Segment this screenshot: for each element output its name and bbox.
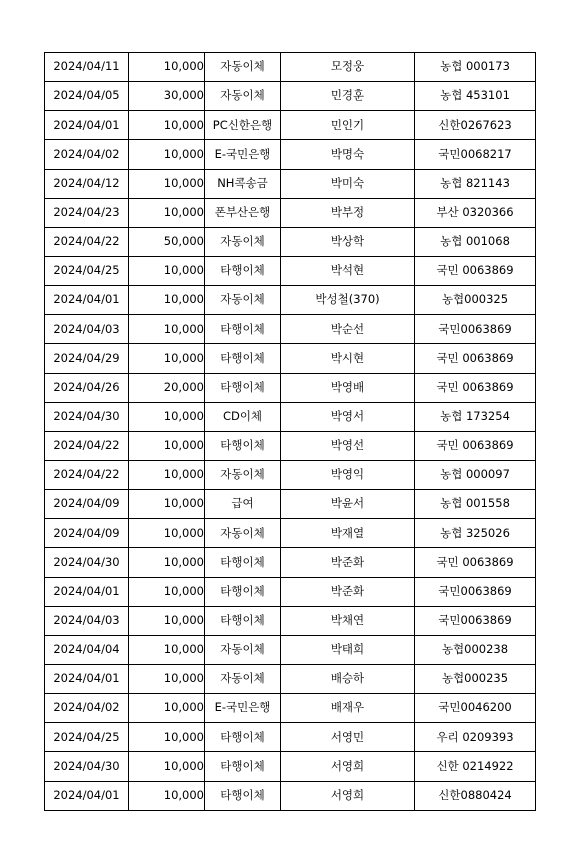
amount-cell: 50,000 — [129, 227, 205, 256]
transfer-method-cell: 자동이체 — [205, 635, 281, 664]
table-row — [45, 227, 536, 256]
table-row — [45, 82, 536, 111]
bank-account-cell: 국민0063869 — [415, 315, 536, 344]
table-row — [45, 664, 536, 693]
transfer-method-cell: E-국민은행 — [205, 694, 281, 723]
transfer-method-cell: 자동이체 — [205, 82, 281, 111]
date-cell: 2024/04/22 — [45, 227, 129, 256]
depositor-name-cell: 모정웅 — [281, 53, 415, 82]
amount-cell: 10,000 — [129, 111, 205, 140]
depositor-name-cell: 박영배 — [281, 373, 415, 402]
transfer-method-cell: 타행이체 — [205, 752, 281, 781]
amount-cell: 10,000 — [129, 490, 205, 519]
bank-account-cell: 농협 325026 — [415, 519, 536, 548]
bank-account-cell: 국민0046200 — [415, 694, 536, 723]
bank-account-cell: 신한0267623 — [415, 111, 536, 140]
amount-cell: 10,000 — [129, 781, 205, 810]
date-cell: 2024/04/01 — [45, 664, 129, 693]
table-row — [45, 723, 536, 752]
date-cell: 2024/04/26 — [45, 373, 129, 402]
amount-cell: 10,000 — [129, 664, 205, 693]
table-row — [45, 111, 536, 140]
transfer-method-cell: CD이체 — [205, 402, 281, 431]
amount-cell: 10,000 — [129, 344, 205, 373]
date-cell: 2024/04/09 — [45, 519, 129, 548]
depositor-name-cell: 박시현 — [281, 344, 415, 373]
date-cell: 2024/04/03 — [45, 315, 129, 344]
bank-account-cell: 국민0068217 — [415, 140, 536, 169]
table-row — [45, 315, 536, 344]
amount-cell: 10,000 — [129, 256, 205, 285]
depositor-name-cell: 박영선 — [281, 431, 415, 460]
depositor-name-cell: 민경훈 — [281, 82, 415, 111]
amount-cell: 10,000 — [129, 752, 205, 781]
transfer-method-cell: 자동이체 — [205, 519, 281, 548]
transfer-method-cell: 타행이체 — [205, 431, 281, 460]
date-cell: 2024/04/22 — [45, 431, 129, 460]
table-row — [45, 548, 536, 577]
amount-cell: 10,000 — [129, 431, 205, 460]
bank-account-cell: 국민 0063869 — [415, 548, 536, 577]
transfer-method-cell: 폰부산은행 — [205, 198, 281, 227]
table-row — [45, 606, 536, 635]
date-cell: 2024/04/02 — [45, 140, 129, 169]
bank-account-cell: 국민 0063869 — [415, 373, 536, 402]
bank-account-cell: 농협 000097 — [415, 460, 536, 489]
bank-account-cell: 농협 173254 — [415, 402, 536, 431]
date-cell: 2024/04/30 — [45, 402, 129, 431]
depositor-name-cell: 박영익 — [281, 460, 415, 489]
date-cell: 2024/04/05 — [45, 82, 129, 111]
table-row — [45, 286, 536, 315]
transfer-method-cell: NH콕송금 — [205, 169, 281, 198]
depositor-name-cell: 박영서 — [281, 402, 415, 431]
depositor-name-cell: 박순선 — [281, 315, 415, 344]
amount-cell: 10,000 — [129, 315, 205, 344]
amount-cell: 10,000 — [129, 140, 205, 169]
amount-cell: 10,000 — [129, 198, 205, 227]
depositor-name-cell: 민인기 — [281, 111, 415, 140]
amount-cell: 20,000 — [129, 373, 205, 402]
table-row — [45, 198, 536, 227]
table-row — [45, 169, 536, 198]
amount-cell: 10,000 — [129, 402, 205, 431]
date-cell: 2024/04/04 — [45, 635, 129, 664]
transfer-method-cell: 타행이체 — [205, 373, 281, 402]
date-cell: 2024/04/01 — [45, 111, 129, 140]
transfer-method-cell: 타행이체 — [205, 606, 281, 635]
transfer-method-cell: 자동이체 — [205, 460, 281, 489]
bank-account-cell: 신한 0214922 — [415, 752, 536, 781]
depositor-name-cell: 서영희 — [281, 781, 415, 810]
date-cell: 2024/04/30 — [45, 548, 129, 577]
depositor-name-cell: 서영민 — [281, 723, 415, 752]
amount-cell: 10,000 — [129, 53, 205, 82]
table-row — [45, 490, 536, 519]
table-row — [45, 256, 536, 285]
date-cell: 2024/04/11 — [45, 53, 129, 82]
depositor-name-cell: 박석현 — [281, 256, 415, 285]
table-row — [45, 635, 536, 664]
date-cell: 2024/04/02 — [45, 694, 129, 723]
depositor-name-cell: 배승하 — [281, 664, 415, 693]
table-row — [45, 402, 536, 431]
depositor-name-cell: 박태희 — [281, 635, 415, 664]
date-cell: 2024/04/12 — [45, 169, 129, 198]
transfer-method-cell: E-국민은행 — [205, 140, 281, 169]
amount-cell: 10,000 — [129, 606, 205, 635]
bank-account-cell: 국민 0063869 — [415, 431, 536, 460]
bank-account-cell: 국민0063869 — [415, 577, 536, 606]
bank-account-cell: 농협000235 — [415, 664, 536, 693]
bank-account-cell: 국민 0063869 — [415, 344, 536, 373]
transfer-method-cell: 타행이체 — [205, 256, 281, 285]
transfer-method-cell: 타행이체 — [205, 723, 281, 752]
donation-ledger-table — [44, 52, 536, 811]
date-cell: 2024/04/30 — [45, 752, 129, 781]
date-cell: 2024/04/22 — [45, 460, 129, 489]
ledger-body — [45, 53, 536, 811]
depositor-name-cell: 박미숙 — [281, 169, 415, 198]
transfer-method-cell: 자동이체 — [205, 53, 281, 82]
date-cell: 2024/04/25 — [45, 256, 129, 285]
transfer-method-cell: 자동이체 — [205, 286, 281, 315]
transfer-method-cell: 자동이체 — [205, 664, 281, 693]
depositor-name-cell: 박성철(370) — [281, 286, 415, 315]
date-cell: 2024/04/29 — [45, 344, 129, 373]
date-cell: 2024/04/03 — [45, 606, 129, 635]
amount-cell: 10,000 — [129, 635, 205, 664]
transfer-method-cell: 타행이체 — [205, 548, 281, 577]
date-cell: 2024/04/01 — [45, 286, 129, 315]
depositor-name-cell: 박윤서 — [281, 490, 415, 519]
amount-cell: 10,000 — [129, 169, 205, 198]
table-row — [45, 752, 536, 781]
date-cell: 2024/04/01 — [45, 781, 129, 810]
bank-account-cell: 농협 000173 — [415, 53, 536, 82]
depositor-name-cell: 박명숙 — [281, 140, 415, 169]
amount-cell: 10,000 — [129, 548, 205, 577]
transfer-method-cell: 타행이체 — [205, 577, 281, 606]
amount-cell: 10,000 — [129, 577, 205, 606]
bank-account-cell: 부산 0320366 — [415, 198, 536, 227]
bank-account-cell: 농협 001068 — [415, 227, 536, 256]
date-cell: 2024/04/01 — [45, 577, 129, 606]
depositor-name-cell: 박준화 — [281, 577, 415, 606]
depositor-name-cell: 서영희 — [281, 752, 415, 781]
amount-cell: 30,000 — [129, 82, 205, 111]
depositor-name-cell: 배재우 — [281, 694, 415, 723]
bank-account-cell: 농협000325 — [415, 286, 536, 315]
table-row — [45, 140, 536, 169]
amount-cell: 10,000 — [129, 286, 205, 315]
bank-account-cell: 신한0880424 — [415, 781, 536, 810]
table-row — [45, 460, 536, 489]
table-row — [45, 577, 536, 606]
transfer-method-cell: PC신한은행 — [205, 111, 281, 140]
amount-cell: 10,000 — [129, 723, 205, 752]
bank-account-cell: 농협 001558 — [415, 490, 536, 519]
table-row — [45, 519, 536, 548]
date-cell: 2024/04/23 — [45, 198, 129, 227]
table-row — [45, 344, 536, 373]
bank-account-cell: 농협 821143 — [415, 169, 536, 198]
transfer-method-cell: 타행이체 — [205, 781, 281, 810]
transfer-method-cell: 급여 — [205, 490, 281, 519]
table-row — [45, 431, 536, 460]
bank-account-cell: 농협 453101 — [415, 82, 536, 111]
table-row — [45, 373, 536, 402]
transfer-method-cell: 타행이체 — [205, 315, 281, 344]
bank-account-cell: 국민0063869 — [415, 606, 536, 635]
amount-cell: 10,000 — [129, 460, 205, 489]
depositor-name-cell: 박준화 — [281, 548, 415, 577]
bank-account-cell: 국민 0063869 — [415, 256, 536, 285]
amount-cell: 10,000 — [129, 694, 205, 723]
table-row — [45, 694, 536, 723]
table-row — [45, 781, 536, 810]
bank-account-cell: 농협000238 — [415, 635, 536, 664]
depositor-name-cell: 박재열 — [281, 519, 415, 548]
bank-account-cell: 우리 0209393 — [415, 723, 536, 752]
depositor-name-cell: 박채연 — [281, 606, 415, 635]
transfer-method-cell: 타행이체 — [205, 344, 281, 373]
date-cell: 2024/04/09 — [45, 490, 129, 519]
date-cell: 2024/04/25 — [45, 723, 129, 752]
depositor-name-cell: 박부정 — [281, 198, 415, 227]
table-row — [45, 53, 536, 82]
transfer-method-cell: 자동이체 — [205, 227, 281, 256]
amount-cell: 10,000 — [129, 519, 205, 548]
depositor-name-cell: 박상학 — [281, 227, 415, 256]
